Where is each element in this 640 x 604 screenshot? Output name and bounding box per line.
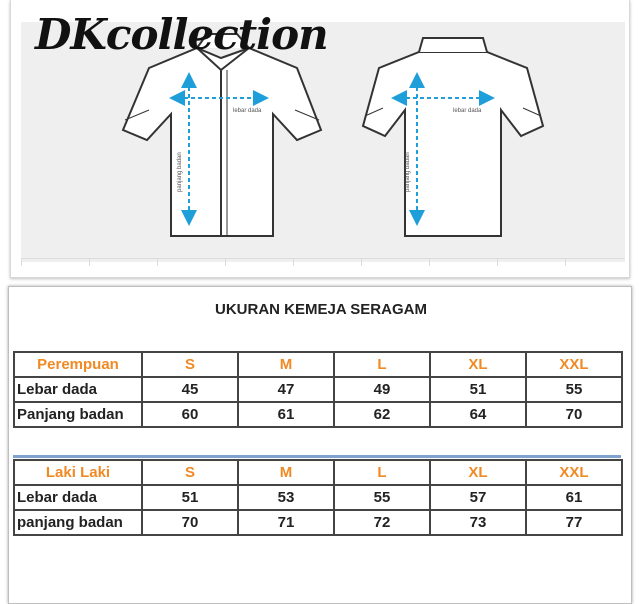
header-cell: M xyxy=(238,352,334,377)
table-cell: 62 xyxy=(334,402,430,427)
front-length-label: panjang badan xyxy=(177,152,183,192)
header-cell: XXL xyxy=(526,352,622,377)
front-shirt xyxy=(123,34,321,236)
table-cell: 47 xyxy=(238,377,334,402)
header-cell: M xyxy=(238,460,334,485)
table-cell: 61 xyxy=(526,485,622,510)
table-cell: 72 xyxy=(334,510,430,535)
table-cell: 49 xyxy=(334,377,430,402)
header-cell: L xyxy=(334,460,430,485)
table-row xyxy=(14,485,622,510)
header-cell: XL xyxy=(430,460,526,485)
table-cell: 61 xyxy=(238,402,334,427)
table-cell: 45 xyxy=(142,377,238,402)
back-width-label: lebar dada xyxy=(453,108,482,114)
header-cell: XXL xyxy=(526,460,622,485)
section-divider xyxy=(13,455,621,458)
row-label: Lebar dada xyxy=(14,485,142,510)
table-cell: 71 xyxy=(238,510,334,535)
table-cell: 64 xyxy=(430,402,526,427)
table-cell: 57 xyxy=(430,485,526,510)
size-chart-sheet xyxy=(8,286,632,604)
row-label: Lebar dada xyxy=(14,377,142,402)
women-size-table xyxy=(13,351,623,428)
header-cell: L xyxy=(334,352,430,377)
table-cell: 60 xyxy=(142,402,238,427)
table-cell: 77 xyxy=(526,510,622,535)
table-cell: 51 xyxy=(142,485,238,510)
header-cell: XL xyxy=(430,352,526,377)
table-row xyxy=(14,402,622,427)
table-cell: 53 xyxy=(238,485,334,510)
back-length-label: panjang badan xyxy=(405,152,411,192)
table-header-row xyxy=(14,352,622,377)
table-row xyxy=(14,377,622,402)
table-cell: 55 xyxy=(334,485,430,510)
front-width-label: lebar dada xyxy=(233,108,262,114)
table-cell: 55 xyxy=(526,377,622,402)
row-label: panjang badan xyxy=(14,510,142,535)
back-shirt xyxy=(363,38,543,236)
shirt-diagram-panel xyxy=(10,0,630,278)
size-chart-title: UKURAN KEMEJA SERAGAM xyxy=(215,301,427,318)
header-cell: S xyxy=(142,352,238,377)
men-size-table xyxy=(13,459,623,536)
header-cell: S xyxy=(142,460,238,485)
table-cell: 70 xyxy=(526,402,622,427)
brand-logo-text: DKcollection xyxy=(35,10,328,59)
table-cell: 73 xyxy=(430,510,526,535)
table-cell: 70 xyxy=(142,510,238,535)
table-cell: 51 xyxy=(430,377,526,402)
spreadsheet-grid-strip xyxy=(21,258,625,266)
header-cell: Perempuan xyxy=(14,352,142,377)
row-label: Panjang badan xyxy=(14,402,142,427)
header-cell: Laki Laki xyxy=(14,460,142,485)
table-header-row xyxy=(14,460,622,485)
table-row xyxy=(14,510,622,535)
